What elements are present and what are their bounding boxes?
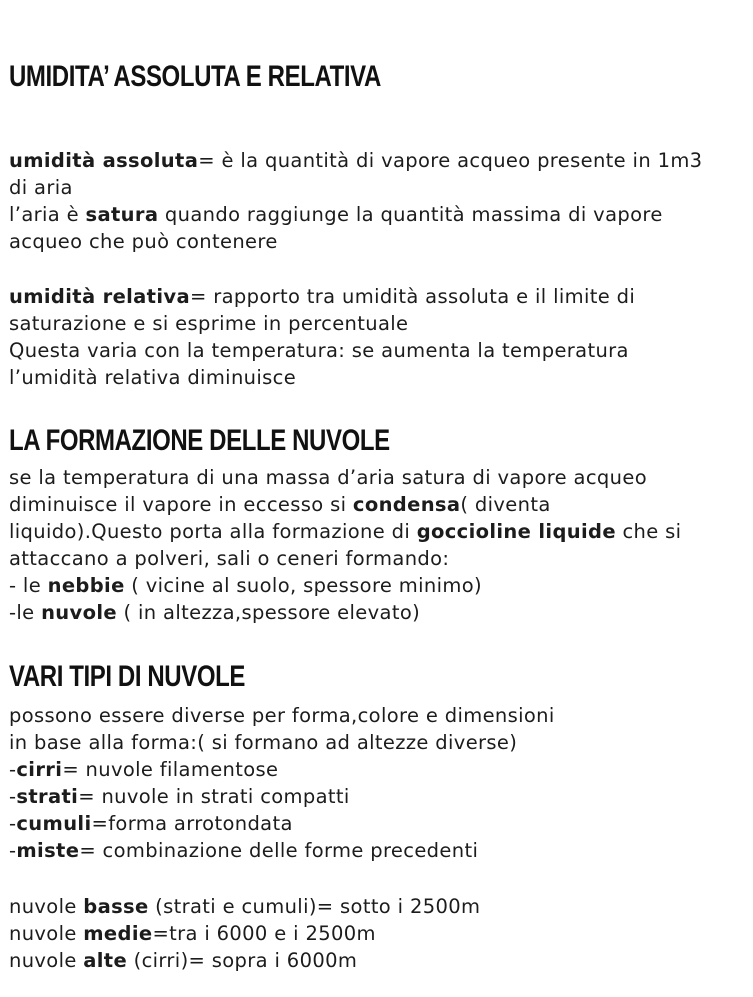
text-line: - le nebbie ( vicine al suolo, spessore minimo) [9, 574, 482, 597]
bold-term: goccioline liquide [416, 520, 616, 543]
text-line: nuvole medie=tra i 6000 e i 2500m [9, 922, 376, 945]
text-line: nuvole basse (strati e cumuli)= sotto i 2500m [9, 895, 481, 918]
section-title-tipi-nuvole: VARI TIPI DI NUVOLE [9, 660, 245, 693]
text-line: di aria [9, 176, 73, 199]
text-line: -le nuvole ( in altezza,spessore elevato) [9, 601, 421, 624]
bold-term: cirri [16, 758, 63, 781]
text-line: acqueo che può contenere [9, 230, 278, 253]
text-line: -strati= nuvole in strati compatti [9, 785, 350, 808]
text-line: possono essere diverse per forma,colore e dimensioni [9, 704, 555, 727]
bold-term: condensa [352, 493, 461, 516]
bold-term: medie [83, 922, 153, 945]
bold-term: umidità relativa [9, 285, 190, 308]
bold-term: cumuli [16, 812, 92, 835]
text-line: -miste= combinazione delle forme precedenti [9, 839, 479, 862]
text-line: liquido).Questo porta alla formazione di goccioline liquide che si [9, 520, 682, 543]
text-line: saturazione e si esprime in percentuale [9, 312, 409, 335]
bold-term: basse [83, 895, 149, 918]
text-line: nuvole alte (cirri)= sopra i 6000m [9, 949, 358, 972]
text-line: diminuisce il vapore in eccesso si condensa( diventa [9, 493, 551, 516]
bold-term: strati [16, 785, 79, 808]
text-line: -cumuli=forma arrotondata [9, 812, 293, 835]
bold-term: miste [16, 839, 80, 862]
text-line: l’umidità relativa diminuisce [9, 366, 297, 389]
text-line: se la temperatura di una massa d’aria satura di vapore acqueo [9, 466, 647, 489]
bold-term: umidità assoluta [9, 149, 199, 172]
bold-term: nebbie [47, 574, 125, 597]
bold-term: satura [85, 203, 159, 226]
text-line: attaccano a polveri, sali o ceneri formando: [9, 547, 450, 570]
text-line: Questa varia con la temperatura: se aumenta la temperatura [9, 339, 629, 362]
text-line: umidità assoluta= è la quantità di vapore acqueo presente in 1m3 [9, 149, 703, 172]
section-title-formazione: LA FORMAZIONE DELLE NUVOLE [9, 424, 390, 457]
text-line: umidità relativa= rapporto tra umidità assoluta e il limite di [9, 285, 636, 308]
text-line: l’aria è satura quando raggiunge la quantità massima di vapore [9, 203, 663, 226]
bold-term: alte [83, 949, 128, 972]
bold-term: nuvole [41, 601, 117, 624]
text-line: -cirri= nuvole filamentose [9, 758, 279, 781]
text-line: in base alla forma:( si formano ad altezze diverse) [9, 731, 518, 754]
section-title-umidita: UMIDITA’ ASSOLUTA E RELATIVA [9, 60, 381, 93]
